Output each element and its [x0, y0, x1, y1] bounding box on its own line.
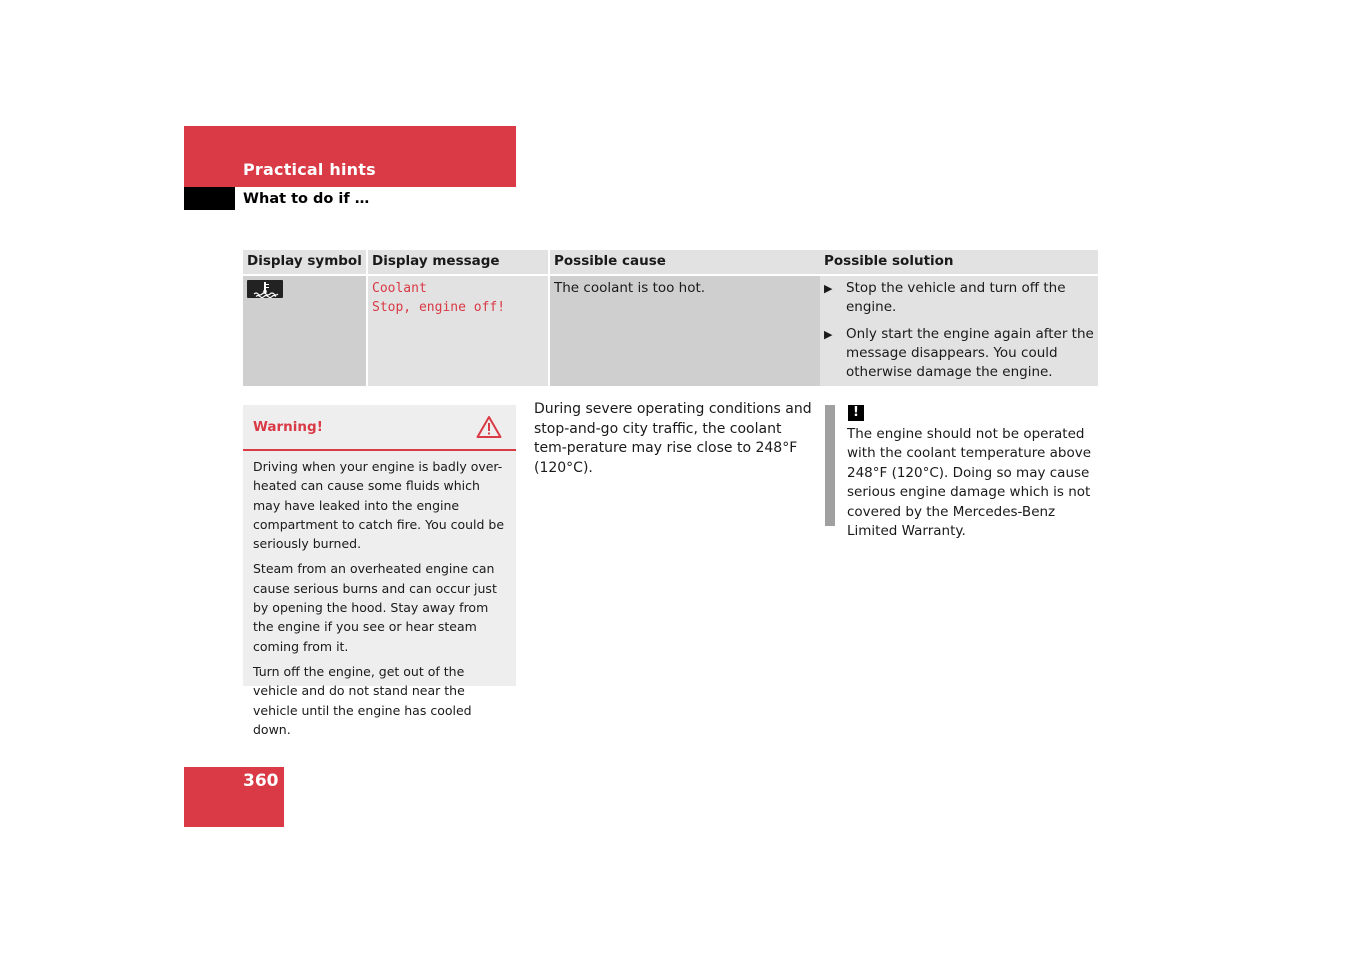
- cell-possible-cause: The coolant is too hot.: [548, 276, 820, 386]
- warning-paragraph: Driving when your engine is badly over-heated can cause some fluids which may have leaked into the engine compartment to catch fire. You could be seriously burned.: [253, 459, 505, 552]
- bullet-arrow-icon: ▶: [824, 328, 833, 341]
- display-message-table: [243, 250, 1098, 386]
- bullet-arrow-icon: ▶: [824, 282, 833, 295]
- warning-box: [243, 405, 516, 737]
- warning-body: [243, 451, 516, 739]
- black-tab-marker: [184, 187, 235, 210]
- coolant-temperature-icon: [247, 280, 283, 298]
- page-number: 360: [243, 771, 279, 791]
- solution-list: [824, 279, 1094, 382]
- exclamation-icon: !: [848, 405, 864, 421]
- header-display-message: Display message: [366, 250, 548, 275]
- header-display-symbol: Display symbol: [243, 250, 366, 275]
- warning-paragraph: Turn off the engine, get out of the vehicle and do not stand near the vehicle until the engine has cooled down.: [253, 663, 472, 737]
- body-text: During severe operating conditions and stop-and-go city traffic, the coolant tem-perature may rise close to 248°F (120°C).: [534, 401, 812, 476]
- warning-paragraph: Steam from an overheated engine can cause serious burns and can occur just by opening the hood. Stay away from the engine if you see or hear steam coming from it.: [253, 561, 497, 654]
- section-title: Practical hints: [243, 160, 376, 179]
- display-message-line2: Stop, engine off!: [372, 300, 506, 315]
- note-side-bar: [825, 405, 835, 526]
- warning-triangle-icon: [476, 415, 502, 443]
- note-text: The engine should not be operated with the coolant temperature above 248°F (120°C). Doing so may cause serious engine damage which is not covered by the Mercedes-Benz Limited Warranty.: [847, 426, 1092, 540]
- cell-display-message: [366, 276, 548, 386]
- header-possible-solution: Possible solution: [820, 250, 1098, 275]
- display-message-line1: Coolant: [372, 281, 427, 296]
- solution-item: ▶ Stop the vehicle and turn off the engine.: [824, 280, 1066, 315]
- warning-header: [243, 405, 516, 451]
- subsection-title: What to do if …: [243, 191, 370, 207]
- cell-possible-solution: [820, 276, 1098, 386]
- header-possible-cause: Possible cause: [548, 250, 820, 275]
- warning-title: Warning!: [253, 419, 323, 435]
- solution-item: ▶ Only start the engine again after the message disappears. You could otherwise damage the engine.: [824, 326, 1094, 380]
- cell-display-symbol: [243, 276, 366, 386]
